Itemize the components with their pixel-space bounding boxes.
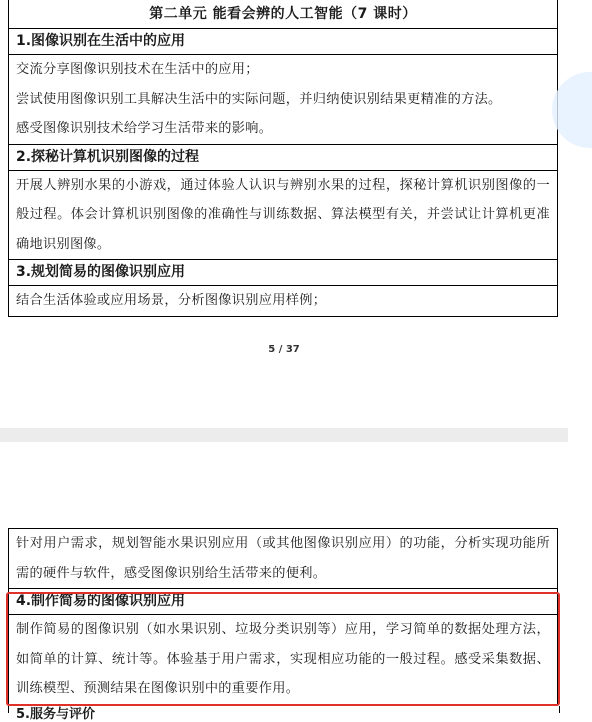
section-4-heading: 4.制作简易的图像识别应用 [9,589,558,615]
section-2-heading: 2.探秘计算机识别图像的过程 [9,144,558,170]
curriculum-table-unit-2 [8,0,558,317]
section-3-continued-text: 针对用户需求，规划智能水果识别应用（或其他图像识别应用）的功能，分析实现功能所需的硬件与软件，感受图像识别给生活带来的便利。 [16,536,550,581]
section-1-body [9,55,558,145]
section-4-text: 制作简易的图像识别（如水果识别、垃圾分类识别等）应用，学习简单的数据处理方法，如简单的计算、统计等。体验基于用户需求，实现相应功能的一般过程。感受采集数据、训练模型、预测结果在图像识别中的重要作用。 [16,622,550,696]
unit-title: 第二单元 能看会辨的人工智能（7 课时） [9,0,558,29]
section-1-line: 交流分享图像识别技术在生活中的应用； [16,62,259,77]
section-3-line: 结合生活体验或应用场景，分析图像识别应用样例； [16,293,327,308]
section-1-line: 感受图像识别技术给学习生活带来的影响。 [16,121,273,136]
section-4-highlight-box [6,592,560,706]
section-3-continued-body [9,529,558,589]
section-5-heading-partial [8,706,560,722]
section-1-heading: 1.图像识别在生活中的应用 [9,29,558,55]
section-2-text: 开展人辨别水果的小游戏，通过体验人认识与辨别水果的过程，探秘计算机识别图像的一般过程。体会计算机识别图像的准确性与训练数据、算法模型有关，并尝试让计算机更准确地识别图像。 [16,177,550,252]
section-3-body [9,286,558,317]
section-2-body [9,170,558,260]
section-5-heading-text: 5.服务与评价 [16,707,95,722]
page-separator [0,428,568,442]
page-number: 5 / 37 [268,344,300,355]
section-3-heading: 3.规划简易的图像识别应用 [9,260,558,286]
section-1-line: 尝试使用图像识别工具解决生活中的实际问题，并归纳使识别结果更精准的方法。 [16,91,502,107]
